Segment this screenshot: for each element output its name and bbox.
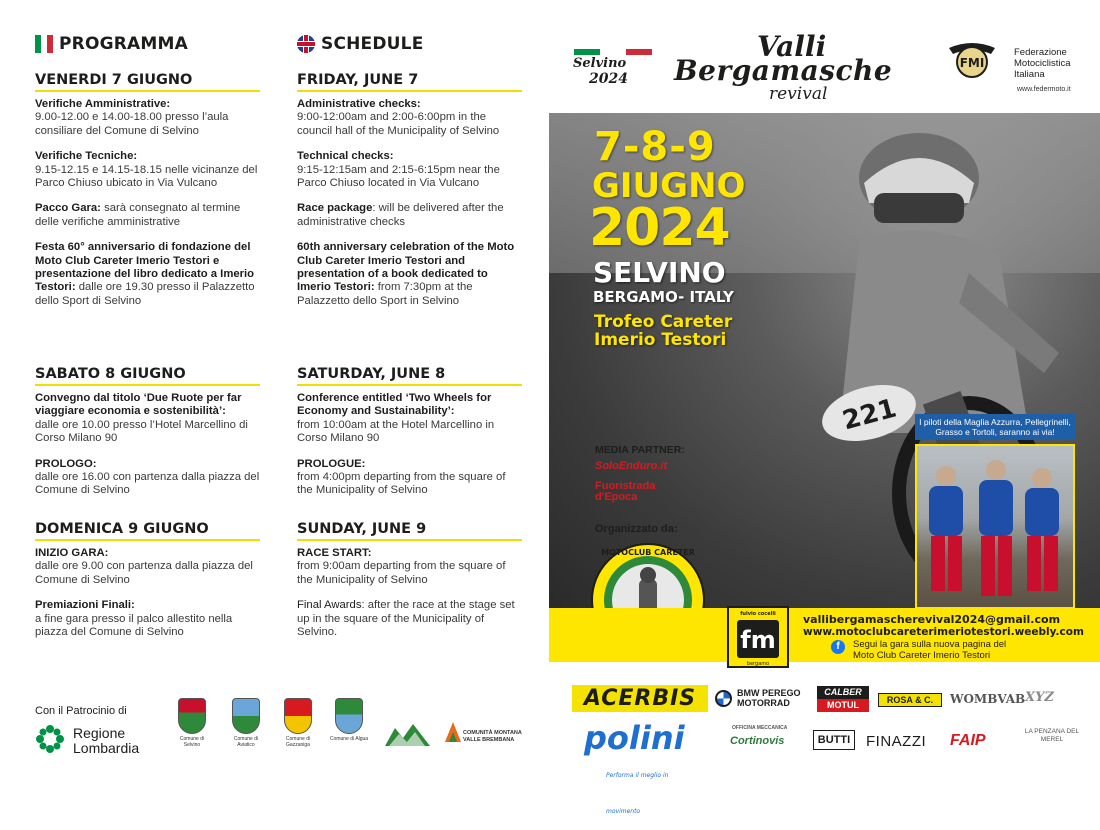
- bmw-perego-logo: [715, 688, 811, 710]
- rosa-logo: ROSA & C.: [878, 693, 942, 707]
- item-text: 9.00-12.00 e 14.00-18.00 presso l’aula consiliare del Comune di Selvino: [35, 111, 229, 137]
- selvino-crest-icon: [178, 698, 206, 734]
- schedule-item: [297, 202, 522, 229]
- bmw-roundel-icon: [715, 690, 732, 707]
- comune-name: Comune di Selvino: [179, 736, 205, 748]
- svg-text:FMI: FMI: [959, 56, 985, 70]
- comune-aviatico-crest: [226, 698, 266, 748]
- day-title: FRIDAY, JUNE 7: [297, 72, 522, 92]
- facebook-icon[interactable]: f: [831, 640, 845, 654]
- gazzaniga-crest-icon: [284, 698, 312, 734]
- programma-title: PROGRAMMA: [59, 34, 188, 54]
- item-label: Verifiche Tecniche:: [35, 150, 138, 163]
- cortinovis-top: OFFICINA MECCANICA: [732, 725, 788, 731]
- day-title: DOMENICA 9 GIUGNO: [35, 521, 260, 541]
- valle-logo-icon: [385, 722, 430, 746]
- patronage-label: Con il Patrocinio di: [35, 705, 127, 717]
- schedule-item: [35, 392, 260, 446]
- item-text: from 10:00am at the Hotel Marcellino in Corso Milano 90: [297, 418, 495, 445]
- date-days: 7-8-9: [594, 124, 716, 170]
- comune-selvino-crest: [172, 698, 212, 748]
- pilots-photo: [915, 444, 1075, 609]
- schedule-item: [35, 458, 260, 498]
- cortinovis-logo: [730, 725, 788, 747]
- contact-bar: [549, 608, 1100, 667]
- fulvio-name: fulvio cocelli: [740, 611, 776, 617]
- regione-line2: Lombardia: [73, 740, 140, 756]
- day-block-venerdi: [35, 72, 260, 320]
- cortinovis-text: Cortinovis: [730, 735, 785, 747]
- finazzi-logo: FINAZZI: [866, 733, 927, 750]
- schedule-item: [297, 150, 522, 190]
- website-link[interactable]: www.motoclubcareterimeriotestori.weebly.com: [803, 626, 1084, 638]
- item-label: Festa 60° anniversario di fondazione del Moto Club Careter Imerio Testori e presentazione del libro dedicato a Imerio Testori:: [35, 241, 255, 294]
- fmi-name: Federazione Motociclistica Italiana: [1014, 47, 1071, 80]
- comune-name: Comune di Aviatico: [233, 736, 259, 748]
- bmw-line1: BMW PEREGO: [737, 688, 801, 698]
- penzana-logo: LA PENZANA DEL MEREL: [1024, 728, 1080, 743]
- acerbis-logo: ACERBIS: [572, 685, 708, 712]
- poster-panel: [549, 0, 1100, 777]
- schedule-item: [35, 202, 260, 229]
- brand-header: [549, 22, 1100, 112]
- item-text: dalle ore 9.00 con partenza dalla piazza del Comune di Selvino: [35, 560, 253, 586]
- item-label: PROLOGO:: [35, 457, 97, 470]
- schedule-item: [297, 458, 522, 498]
- item-label: RACE START:: [297, 547, 372, 559]
- lombardia-rose-icon: [35, 724, 65, 754]
- comune-algua-crest: [329, 698, 369, 742]
- polini-text: polini: [584, 719, 685, 757]
- wombat-logo: WOMBVAB: [950, 692, 1026, 706]
- fmi-url: www.federmoto.it: [1017, 86, 1071, 93]
- item-text: dalle ore 10.00 presso l’Hotel Marcellino di Corso Milano 90: [35, 418, 248, 445]
- motoclub-name: MOTOCLUB CARETER: [601, 548, 695, 557]
- item-text: : after the race at the stage set up in the square of the Municipality of Selvino.: [297, 599, 515, 639]
- item-label: Technical checks:: [297, 150, 394, 163]
- trofeo-line1: Trofeo Careter: [594, 312, 733, 332]
- item-label: Convegno dal titolo ‘Due Ruote per far viaggiare economia e sostenibilità’:: [35, 392, 242, 418]
- region-title: BERGAMO- ITALY: [593, 288, 734, 306]
- day-block-sunday: [297, 521, 522, 651]
- selvino-logo-text: Selvino: [573, 56, 627, 71]
- rider-number: 221: [839, 393, 900, 437]
- item-text: from 9:00am departing from the square of the Municipality of Selvino: [297, 560, 506, 586]
- item-label: 60th anniversary celebration of the Moto Club Careter Imerio Testori and presentation of a book dedicated to Imerio Testori:: [297, 241, 515, 294]
- pilots-illustration: [917, 446, 1073, 607]
- comunita-montana-logo: [445, 720, 545, 750]
- selvino-logo-year: 2024: [589, 71, 628, 87]
- comune-gazzaniga-crest: [278, 698, 318, 748]
- item-label: Premiazioni Finali:: [35, 599, 135, 612]
- schedule-item: [35, 547, 260, 587]
- comunita-text: COMUNITÀ MONTANA VALLE BREMBANA: [463, 730, 522, 743]
- svg-text:fm: fm: [740, 626, 776, 654]
- day-title: VENERDI 7 GIUGNO: [35, 72, 260, 92]
- calber-motul-logo: [817, 686, 869, 716]
- regione-text: [73, 726, 139, 756]
- polini-tagline: Performa il meglio in movimento: [606, 772, 669, 815]
- email-link[interactable]: vallibergamascherevival2024@gmail.com: [803, 613, 1061, 626]
- calber-text: CALBER: [817, 686, 869, 699]
- item-text: 9.15-12.15 e 14.15-18.15 nelle vicinanze del Parco Chiuso ubicato in Via Vulcano: [35, 163, 258, 190]
- uk-flag-icon: [297, 35, 315, 53]
- item-text: from 7:30pm at the Palazzetto dello Sport in Selvino: [297, 281, 473, 307]
- programma-header: [35, 30, 270, 58]
- day-block-sabato: [35, 366, 260, 510]
- trofeo-line2: Imerio Testori: [594, 330, 727, 350]
- item-text: 9:15-12:15am and 2:15-6:15pm near the Parco Chiuso located in Via Vulcano: [297, 163, 500, 190]
- fulvio-sub: bergamo: [746, 661, 770, 667]
- hero-photo: [549, 113, 1100, 608]
- algua-crest-icon: [335, 698, 363, 734]
- faip-logo: FAIP: [950, 732, 986, 749]
- item-label: Verifiche Amministrative:: [35, 98, 171, 110]
- schedule-item: [35, 98, 260, 138]
- item-label: Pacco Gara:: [35, 202, 101, 215]
- regione-line1: Regione: [73, 725, 126, 741]
- soloenduro-logo: SoloEnduro.it: [595, 460, 668, 472]
- schedule-title: SCHEDULE: [321, 34, 424, 54]
- valli-logo-line1: Valli: [757, 30, 827, 63]
- item-text: dalle ore 19.30 presso il Palazzetto dello Sport di Selvino: [35, 281, 255, 307]
- aviatico-crest-icon: [232, 698, 260, 734]
- pilots-box: [915, 414, 1075, 614]
- facebook-line2: Moto Club Careter Imerio Testori: [853, 650, 991, 661]
- item-text: dalle ore 16.00 con partenza dalla piazza del Comune di Selvino: [35, 471, 260, 497]
- media-partner-label: MEDIA PARTNER:: [595, 444, 685, 456]
- day-title: SATURDAY, JUNE 8: [297, 366, 522, 386]
- butti-logo: BUTTI: [813, 730, 855, 750]
- day-block-friday: [297, 72, 522, 320]
- item-label: Race package: [297, 202, 373, 215]
- polini-logo: [584, 719, 704, 815]
- item-label: Administrative checks:: [297, 98, 421, 110]
- item-label: INIZIO GARA:: [35, 547, 109, 559]
- programma-column: [35, 30, 270, 639]
- day-title: SABATO 8 GIUGNO: [35, 366, 260, 386]
- xyz-logo: XYZ: [1025, 690, 1054, 705]
- italy-flag-icon: [35, 35, 53, 53]
- schedule-header: [297, 30, 532, 58]
- day-title: SUNDAY, JUNE 9: [297, 521, 522, 541]
- schedule-item: [297, 547, 522, 587]
- schedule-item: [35, 150, 260, 190]
- pilots-caption: I piloti della Maglia Azzurra, Pellegrinelli, Grasso e Tortoli, saranno ai via!: [915, 414, 1075, 440]
- comunita-mark-icon: [445, 722, 461, 742]
- organized-label: Organizzato da:: [595, 523, 678, 535]
- day-block-domenica: [35, 521, 260, 651]
- item-text: from 4:00pm departing from the square of the Municipality of Selvino: [297, 471, 506, 497]
- fuoristrada-logo: Fuoristrada d'Epoca: [595, 480, 656, 503]
- trofeo-title: [594, 313, 732, 349]
- valli-logo-line2: Bergamasche: [674, 54, 893, 87]
- item-label: Final Awards: [297, 599, 362, 612]
- schedule-item: [35, 599, 260, 639]
- schedule-item: [297, 241, 522, 308]
- italy-flag-stripe-icon: [574, 49, 652, 55]
- schedule-column: [297, 30, 532, 639]
- item-text: : will be delivered after the administrative checks: [297, 202, 504, 228]
- item-label: Conference entitled ‘Two Wheels for Economy and Sustainability’:: [297, 392, 492, 418]
- regione-lombardia-logo: [35, 722, 165, 762]
- item-label: PROLOGUE:: [297, 457, 366, 470]
- day-block-saturday: [297, 366, 522, 510]
- schedule-item: [297, 392, 522, 446]
- comune-name: Comune di Gazzaniga: [285, 736, 311, 748]
- schedule-item: [35, 241, 260, 308]
- schedule-item: [297, 599, 522, 639]
- city-title: SELVINO: [593, 256, 726, 289]
- fulvio-cocelli-logo: [727, 606, 789, 668]
- bmw-line2: MOTORRAD: [737, 698, 790, 708]
- facebook-line1: Segui la gara sulla nuova pagina del: [853, 639, 1007, 650]
- comune-name: Comune di Algua: [329, 736, 369, 742]
- motul-text: MOTUL: [817, 699, 869, 712]
- date-month: GIUGNO: [592, 166, 746, 206]
- valli-logo-line3: revival: [769, 84, 828, 104]
- facebook-text[interactable]: [853, 639, 1006, 661]
- schedule-item: [297, 98, 522, 138]
- item-text: a fine gara presso il palco allestito nella piazza del Comune di Selvino: [35, 612, 233, 639]
- fmi-logo-icon: [947, 34, 997, 82]
- item-text: 9:00-12:00am and 2:00-6:00pm in the council hall of the Municipality of Selvino: [297, 111, 500, 137]
- date-year: 2024: [589, 198, 730, 258]
- item-text: sarà consegnato al termine delle verifiche amministrative: [35, 202, 241, 228]
